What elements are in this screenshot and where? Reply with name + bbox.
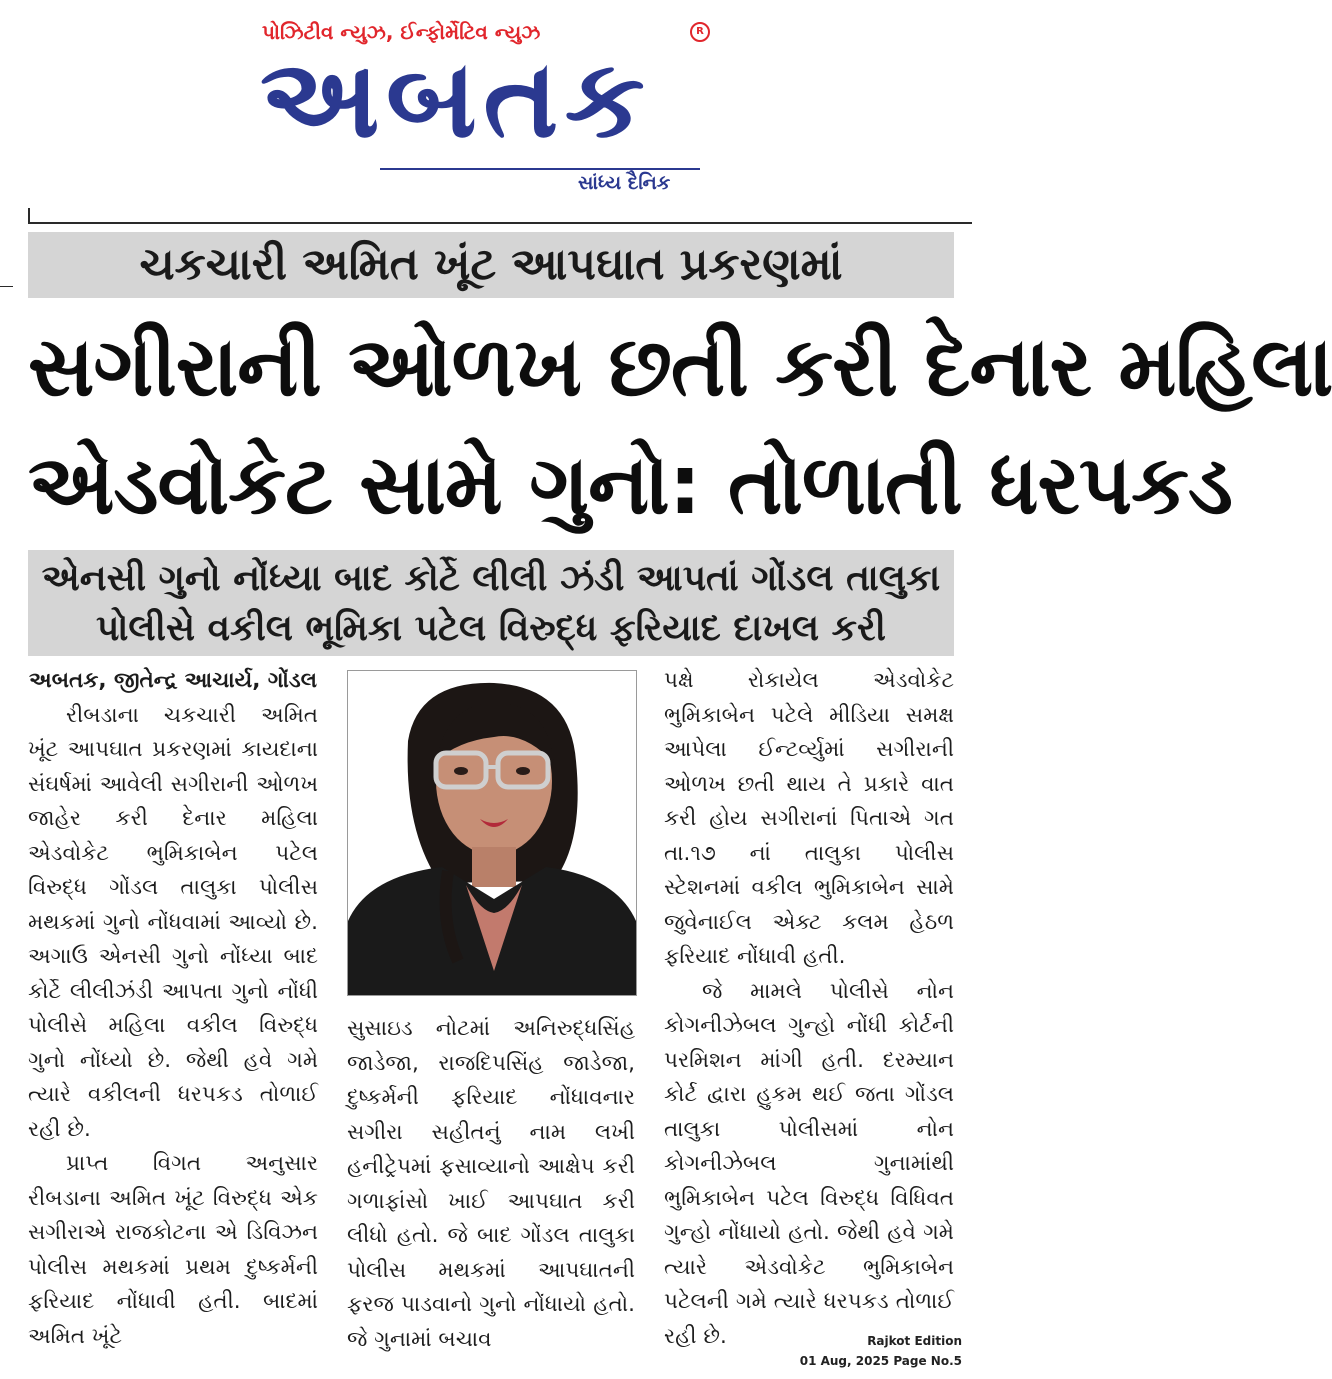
side-crop-mark <box>0 286 13 287</box>
registered-mark-icon: R <box>690 22 710 42</box>
paragraph: જે મામલે પોલીસે નોન કોગનીઝેબલ ગુન્હો નોંધી કોર્ટની પરમિશન માંગી હતી. દરમ્યાન કોર્ટ દ્વારા હુકમ થઈ જતા ગોંડલ તાલુકા પોલીસમાં નોન કોગનીઝેબલ ગુનામાંથી ભુમિકાબેન પટેલ વિરુદ્ધ વિધિવત ગુન્હો નોંધાયો હતો. જેથી હવે ગમે ત્યારે એડવોકેટ ભુમિકાબેન પટેલની ગમે ત્યારે ધરપકડ તોળાઈ રહી છે. <box>664 978 954 1349</box>
top-divider <box>28 222 972 224</box>
advocate-photo <box>347 670 637 996</box>
masthead-subtitle: સાંધ્ય દૈનિક <box>578 172 671 194</box>
subhead-line-2: પોલીસે વકીલ ભૂમિકા પટેલ વિરુદ્ધ ફરિયાદ દાખલ કરી <box>96 608 886 649</box>
headline-line-1: સગીરાની ઓળખ છતી કરી દેનાર મહિલા <box>28 320 1332 415</box>
article-subhead <box>28 550 954 656</box>
paragraph: રીબડાના ચકચારી અમિત ખૂંટ આપઘાત પ્રકરણમાં કાયદાના સંઘર્ષમાં આવેલી સગીરાની ઓળખ જાહેર કરી દેનાર મહિલા એડવોકેટ ભુમિકાબેન પટેલ વિરુદ્ધ ગોંડલ તાલુકા પોલીસ મથકમાં ગુનો નોંધવામાં આવ્યો છે. અગાઉ એનસી ગુનો નોંધ્યા બાદ કોર્ટે લીલીઝંડી આપતા ગુનો નોંધી પોલીસે મહિલા વકીલ વિરુદ્ધ ગુનો નોંધ્યો છે. જેથી હવે ગમે ત્યારે વકીલની ધરપકડ તોળાઈ રહી છે. <box>28 702 318 1142</box>
article-column-3 <box>664 664 954 1354</box>
newspaper-logo: અબતક <box>260 37 652 162</box>
headline-line-2: એડવોકેટ સામે ગુનો: તોળાતી ધરપકડ <box>28 438 1233 533</box>
edition-label: Rajkot Edition <box>867 1334 962 1348</box>
byline: અબતક, જીતેન્દ્ર આચાર્ય, ગોંડલ <box>29 668 317 693</box>
article-column-2 <box>347 1012 635 1357</box>
subhead-line-1: એનસી ગુનો નોંધ્યા બાદ કોર્ટે લીલી ઝંડી આપતાં ગોંડલ તાલુકા <box>41 558 941 599</box>
article-column-1 <box>28 664 318 1354</box>
paragraph: પક્ષે રોકાયેલ એડવોકેટ ભુમિકાબેન પટેલે મીડિયા સમક્ષ આપેલા ઈન્ટર્વ્યુમાં સગીરાની ઓળખ છતી થાય તે પ્રકારે વાત કરી હોય સગીરાનાં પિતાએ ગત તા.૧૭ નાં તાલુકા પોલીસ સ્ટેશનમાં વકીલ ભુમિકાબેન સામે જુવેનાઈલ એક્ટ કલમ હેઠળ ફરિયાદ નોંધાવી હતી. <box>664 668 954 969</box>
date-page-label: 01 Aug, 2025 Page No.5 <box>799 1354 962 1368</box>
logo-underline <box>380 168 700 170</box>
paragraph: સુસાઇડ નોટમાં અનિરુદ્ધસિંહ જાડેજા, રાજદિપસિંહ જાડેજા, દુષ્કર્મની ફરિયાદ નોંધાવનાર સગીરા સહીતનું નામ લખી હનીટ્રેપમાં ફસાવ્યાનો આક્ષેપ કરી ગળાફાંસો ખાઈ આપઘાત કરી લીધો હતો. જે બાદ ગોંડલ તાલુકા પોલીસ મથકમાં આપઘાતની ફરજ પાડવાનો ગુનો નોંધાયો હતો. જે ગુનામાં બચાવ <box>347 1016 635 1352</box>
masthead <box>0 0 972 215</box>
portrait-image <box>348 671 636 995</box>
article-kicker: ચકચારી અમિત ખૂંટ આપઘાત પ્રકરણમાં <box>28 232 954 298</box>
paragraph: પ્રાપ્ત વિગત અનુસાર રીબડાના અમિત ખૂંટ વિરુદ્ધ એક સગીરાએ રાજકોટના એ ડિવિઝન પોલીસ મથકમાં પ્રથમ દુષ્કર્મની ફરિયાદ નોંધાવી હતી. બાદમાં અમિત ખૂંટે <box>28 1151 318 1349</box>
masthead-tagline: પોઝિટીવ ન્યુઝ, ઈન્ફોર્મેટિવ ન્યુઝ <box>262 20 541 44</box>
